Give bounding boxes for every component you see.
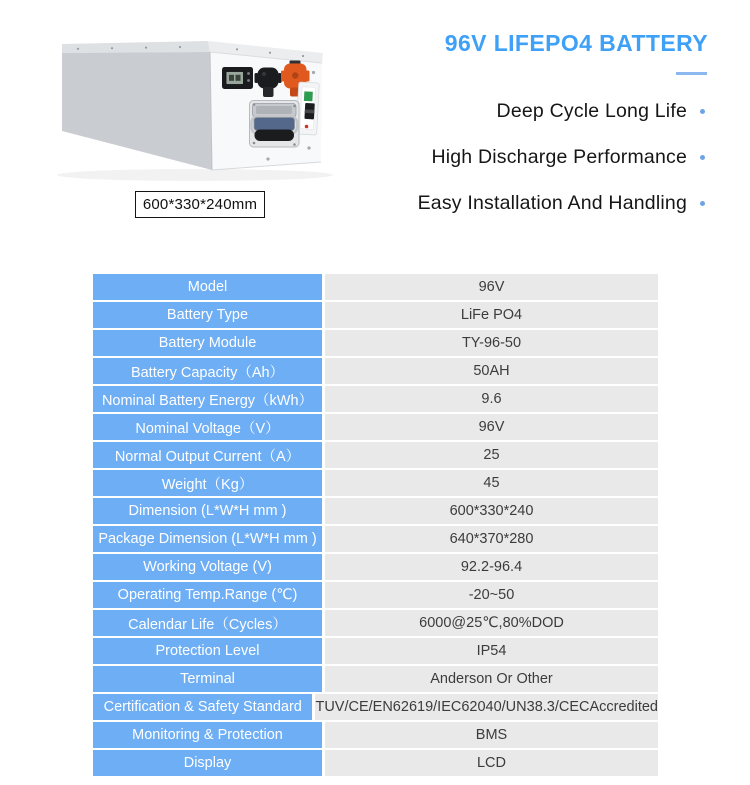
spec-value: 96V [325,274,658,300]
feature-text: High Discharge Performance [431,145,687,168]
battery-product-image [40,20,380,195]
feature-item [431,146,705,168]
spec-label: Battery Module [93,330,322,356]
spec-label: Package Dimension (L*W*H mm ) [93,526,322,552]
spec-label: Calendar Life（Cycles） [93,610,322,636]
spec-value: -20~50 [325,582,658,608]
spec-row [93,414,658,440]
spec-label: Terminal [93,666,322,692]
spec-value: 6000@25℃,80%DOD [325,610,658,636]
spec-label: Nominal Voltage（V） [93,414,322,440]
spec-label: Certification & Safety Standard [93,694,312,720]
spec-label: Display [93,750,322,776]
spec-label: Battery Type [93,302,322,328]
spec-value: TY-96-50 [325,330,658,356]
spec-label: Battery Capacity（Ah） [93,358,322,384]
spec-value: 92.2-96.4 [325,554,658,580]
shadow [57,169,333,181]
spec-value: 640*370*280 [325,526,658,552]
spec-value: LCD [325,750,658,776]
spec-row [93,358,658,384]
spec-row [93,274,658,300]
spec-label: Protection Level [93,638,322,664]
spec-label: Operating Temp.Range (℃) [93,582,322,608]
feature-text: Easy Installation And Handling [417,191,687,214]
feature-text: Deep Cycle Long Life [496,99,687,122]
spec-row [93,442,658,468]
title-underline [676,72,707,75]
spec-row [93,666,658,692]
spec-row [93,610,658,636]
spec-value: 96V [325,414,658,440]
spec-row [93,722,658,748]
spec-value: LiFe PO4 [325,302,658,328]
spec-label: Normal Output Current（A） [93,442,322,468]
spec-row [93,470,658,496]
spec-value: 45 [325,470,658,496]
spec-value: 9.6 [325,386,658,412]
feature-item [497,100,705,122]
page-title: 96V LIFEPO4 BATTERY [444,30,708,56]
spec-row [93,582,658,608]
spec-value: TUV/CE/EN62619/IEC62040/UN38.3/CECAccredited [315,694,658,720]
lcd-meter-icon [222,67,253,89]
spec-row [93,526,658,552]
circuit-breaker-icon [296,82,319,135]
spec-row [93,498,658,524]
spec-value: 600*330*240 [325,498,658,524]
spec-label: Working Voltage (V) [93,554,322,580]
spec-label: Monitoring & Protection [93,722,322,748]
spec-label: Dimension (L*W*H mm ) [93,498,322,524]
spec-value: 50AH [325,358,658,384]
dimension-label-box [135,191,265,218]
spec-value: 25 [325,442,658,468]
spec-label: Nominal Battery Energy（kWh） [93,386,322,412]
spec-row [93,554,658,580]
spec-value: BMS [325,722,658,748]
spec-row [93,638,658,664]
bullet-dot-icon [700,109,705,114]
handle-latch-icon [250,101,300,148]
spec-row [93,302,658,328]
spec-row [93,386,658,412]
feature-item [418,192,705,214]
spec-label: Weight（Kg） [93,470,322,496]
battery-left-face [62,52,212,170]
dimension-label: 600*330*240mm [142,196,258,213]
spec-row [93,694,658,720]
spec-value: IP54 [325,638,658,664]
spec-table [93,274,658,778]
bullet-dot-icon [700,201,705,206]
spec-row [93,750,658,776]
spec-row [93,330,658,356]
spec-label: Model [93,274,322,300]
feature-list [418,100,705,214]
bullet-dot-icon [700,155,705,160]
spec-value: Anderson Or Other [325,666,658,692]
